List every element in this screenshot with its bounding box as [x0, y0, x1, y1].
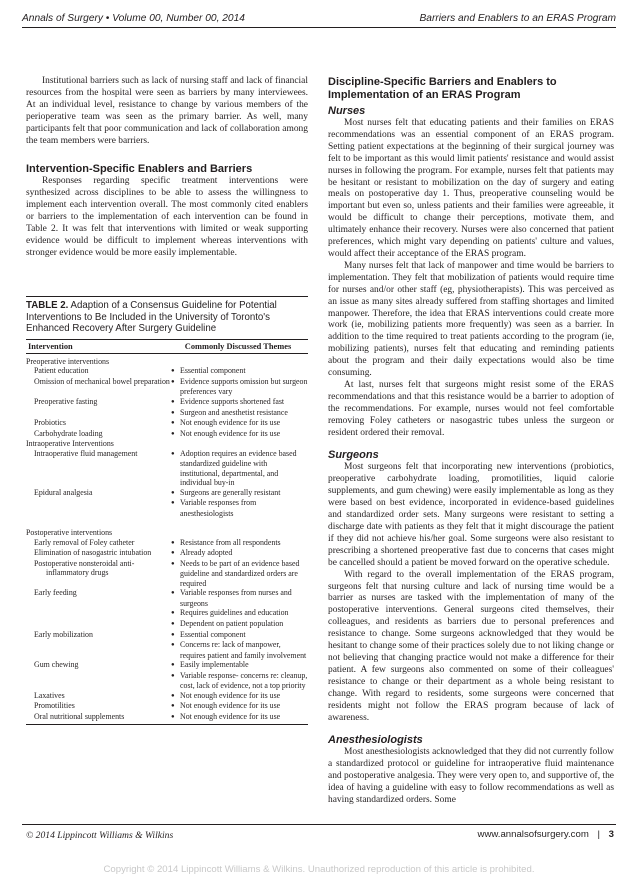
table-row	[26, 588, 308, 629]
footer-rule	[22, 824, 616, 825]
paragraph-surgeons-2: With regard to the overall implementation of the ERAS program, surgeons felt that nursing culture and lack of nursing time would be a barrier as nurses are tasked with the implementation of many of the postoperative interventions. General surgeons cited themselves, their colleagues, and residents as barriers due to personal preferences and resistance to change. Some surgeons acknowledged that they would be hesitant to change some of their practices solely due to not liking change or not believing that changing practice would not make a difference for their patient. A few surgeons also commented on some of their colleagues' resistance to change or their department as a whole being resistant to change. With regard to residents, some surgeons were concerned that residents might not follow the ERAS program because of lack of awareness.	[328, 569, 614, 723]
table-row	[26, 691, 308, 702]
themes-cell	[171, 548, 308, 559]
theme-bullet-item: ● Not enough evidence for its use	[171, 701, 308, 712]
theme-bullet-item: ● Resistance from all respondents	[171, 538, 308, 549]
footer-copyright: © 2014 Lippincott Williams & Wilkins	[26, 830, 174, 841]
table-row	[26, 397, 308, 418]
running-title: Barriers and Enablers to an ERAS Program	[419, 13, 616, 24]
table-label: TABLE 2.	[26, 300, 69, 311]
themes-cell	[171, 397, 308, 418]
themes-cell	[171, 660, 308, 691]
copyright-watermark: Copyright © 2014 Lippincott Williams & Wilkins. Unauthorized reproduction of this article is prohibited.	[103, 864, 535, 875]
table-row	[26, 630, 308, 661]
table-caption	[26, 297, 308, 335]
table-bottom-rule	[26, 724, 308, 725]
table-header-row	[26, 339, 308, 354]
theme-bullet-item: ● Needs to be part of an evidence based guideline and standardized orders are required	[171, 559, 308, 589]
theme-bullet-item: ● Essential component	[171, 366, 308, 377]
theme-bullet-item: ● Concerns re: lack of manpower, requires patient and family involvement	[171, 640, 308, 660]
paragraph-institutional-barriers: Institutional barriers such as lack of nursing staff and lack of financial resources from the hospital were seen as barriers by many interviewees. At an individual level, resistance to change by various members of the perioperative team was seen as the primary barrier. As well, many participants felt that poor communication and lack of collaboration among the team members were barriers.	[26, 76, 308, 146]
table-row	[26, 418, 308, 429]
theme-bullet-item: ● Adoption requires an evidence based standardized guideline with institutional, departmental, and individual buy-in	[171, 449, 308, 488]
header-rule	[22, 27, 616, 28]
themes-cell	[171, 377, 308, 397]
heading-intervention-specific: Intervention-Specific Enablers and Barriers	[26, 163, 253, 176]
heading-discipline-specific: Discipline-Specific Barriers and Enablers to Implementation of an ERAS Program	[328, 76, 557, 101]
theme-bullet-item: ● Surgeon and anesthetist resistance	[171, 408, 308, 419]
intervention-cell: Laxatives	[34, 690, 65, 700]
table-section-label: Postoperative interventions	[26, 528, 113, 538]
intervention-cell: Probiotics	[34, 418, 67, 428]
themes-cell	[171, 418, 308, 429]
right-column	[328, 76, 614, 807]
paragraph-nurses-1: Most nurses felt that educating patients and their families on ERAS recommendations was an essential component of an ERAS program. Setting patient expectations at the beginning of their surgical journey was felt to be important as this would limit patients' resistance and would assist nurses in following the program. For example, nurses felt that patients may be hesitant or resistant to mobilization on the day of surgery and eating meals on postoperative day 1. Thus, preoperative counseling would be important but even so, unless patients and their families were agreeable, it would be difficult to change their perceptions, motivate them, and ultimately enhance their recovery. Nurses were also concerned that patient preferences, which might vary depending on patients' culture and values, would affect their acceptance of the ERAS program.	[328, 118, 614, 259]
theme-bullet-item: ● Variable response- concerns re: cleanup, cost, lack of evidence, not a top priority	[171, 671, 308, 691]
intervention-cell: Patient education	[34, 366, 89, 376]
table-row	[26, 377, 308, 397]
theme-bullet-item: ● Evidence supports shortened fast	[171, 397, 308, 408]
table-row	[26, 559, 308, 589]
table-caption-text: Adaption of a Consensus Guideline for Potential Interventions to Be Included in the University of Toronto's Enhanced Recovery After Surgery Guideline	[26, 300, 277, 335]
subheading-nurses: Nurses	[328, 105, 366, 117]
table-row	[26, 548, 308, 559]
themes-cell	[171, 357, 308, 367]
intervention-cell: Omission of mechanical bowel preparation	[34, 376, 170, 386]
table-section-row	[26, 528, 308, 538]
table-row	[26, 538, 308, 549]
table-row	[26, 488, 308, 519]
subheading-anesthesiologists: Anesthesiologists	[328, 734, 423, 747]
paragraph-nurses-3: At last, nurses felt that surgeons might resist some of the ERAS recommendations and that this resistance would be a barrier to adoption of the recommendations. For example, nurses would not feel comfortable removing Foley catheters or nasogastric tubes unless the surgeon or resident ordered their removal.	[328, 379, 614, 438]
themes-cell	[171, 488, 308, 519]
footer-separator: |	[597, 829, 600, 840]
theme-bullet-item: ● Not enough evidence for its use	[171, 691, 308, 702]
intervention-cell: Early feeding	[34, 588, 77, 598]
themes-cell	[171, 559, 308, 589]
theme-bullet-item: ● Not enough evidence for its use	[171, 712, 308, 723]
table-section-label: Intraoperative Interventions	[26, 439, 114, 449]
themes-cell	[171, 691, 308, 702]
subheading-surgeons: Surgeons	[328, 449, 379, 462]
intervention-cell: Carbohydrate loading	[34, 428, 103, 438]
table-section-label: Preoperative interventions	[26, 356, 110, 366]
theme-bullet-item: ● Evidence supports omission but surgeon preferences vary	[171, 377, 308, 397]
intervention-cell: Intraoperative fluid management	[34, 448, 138, 458]
left-column	[26, 76, 308, 260]
table-row	[26, 660, 308, 691]
page-number: 3	[608, 829, 614, 840]
intervention-cell: Gum chewing	[34, 660, 79, 670]
theme-bullet-item: ● Not enough evidence for its use	[171, 429, 308, 440]
table-row	[26, 429, 308, 440]
theme-bullet-item: ● Essential component	[171, 630, 308, 641]
table-row	[26, 366, 308, 377]
theme-bullet-item: ● Requires guidelines and education	[171, 608, 308, 619]
table-2	[26, 296, 308, 725]
themes-cell	[171, 701, 308, 712]
intervention-cell: Oral nutritional supplements	[34, 711, 125, 721]
column-header-intervention: Intervention	[28, 341, 73, 351]
themes-cell	[171, 588, 308, 629]
theme-bullet-item: ● Easily implementable	[171, 660, 308, 671]
table-row	[26, 712, 308, 723]
theme-bullet-item: ● Already adopted	[171, 548, 308, 559]
intervention-cell: Early mobilization	[34, 629, 93, 639]
column-header-themes: Commonly Discussed Themes	[184, 341, 292, 351]
theme-bullet-item: ● Dependent on patient population	[171, 619, 308, 630]
intervention-cell: Elimination of nasogastric intubation	[34, 548, 152, 558]
themes-cell	[171, 538, 308, 549]
themes-cell	[171, 366, 308, 377]
paragraph-surgeons-1: Most surgeons felt that incorporating new interventions (probiotics, preoperative carbohydrate loading, promotilities, liquid calorie supplements, and gum chewing) were easily implementable as long as they were based on best evidence, incorporated in evidence-based guidelines and standardized order sets. Many surgeons were resistant to setting a discharge date with patients as they felt that it might discourage the patient if they did not achieve his/her goal. Some surgeons were also resistant to prescribing a shortened preoperative fast due to concerns that cases might be cancelled should a patient be moved forward on the operative schedule.	[328, 462, 614, 568]
table-section-row	[26, 357, 308, 367]
themes-cell	[171, 439, 308, 449]
running-header	[22, 6, 616, 26]
themes-cell	[171, 528, 308, 538]
journal-citation: Annals of Surgery • Volume 00, Number 00, 2014	[22, 13, 245, 24]
table-row	[26, 701, 308, 712]
paragraph-intervention: Responses regarding specific treatment interventions were synthesized across disciplines to be able to assess the willingness to implement each intervention overall. The most commonly cited enablers or barriers to the implementation of each intervention can be found in Table 2. It was felt that interventions with limited or weak supporting evidence would be difficult to implement whereas interventions with stronger evidence would be more easily implementable.	[26, 176, 308, 258]
themes-cell	[171, 449, 308, 488]
intervention-cell: Epidural analgesia	[34, 487, 93, 497]
intervention-cell: Postoperative nonsteroidal anti-inflammatory drugs	[34, 558, 135, 578]
table-row	[26, 449, 308, 488]
table-spacer	[26, 519, 308, 529]
table-body	[26, 354, 308, 723]
paragraph-anesthesiologists-1: Most anesthesiologists acknowledged that they did not currently follow a standardized protocol or guideline for intraoperative fluid maintenance and postoperative analgesia. They were very open to, and supportive of, the idea of having a guideline with easy to follow recommendations as well as having standardized orders. Some	[328, 747, 614, 806]
paragraph-nurses-2: Many nurses felt that lack of manpower and time would be barriers to implementation. They felt that mobilization of patients would require time for nurses and/or other staff (eg, physiotherapists). This was perceived as an issue as many sites already suffered from staffing shortages and limited manpower. Therefore, the idea that ERAS interventions could create more work (ie, mobilizing patients more frequently) was seen as a barrier. In addition to the time required to treat patients according to the program (ie, mobilizing patients), nurses felt that educating and reminding patients about the program and their daily expectations would also be time consuming.	[328, 260, 614, 379]
intervention-cell: Early removal of Foley catheter	[34, 537, 135, 547]
footer-right	[478, 829, 614, 840]
themes-cell	[171, 630, 308, 661]
intervention-cell: Promotilities	[34, 701, 75, 711]
footer-website[interactable]: www.annalsofsurgery.com	[477, 829, 589, 840]
table-section-row	[26, 439, 308, 449]
theme-bullet-item: ● Variable responses from nurses and surgeons	[171, 588, 308, 608]
themes-cell	[171, 712, 308, 723]
themes-cell	[171, 429, 308, 440]
theme-bullet-item: ● Surgeons are generally resistant	[171, 488, 308, 499]
theme-bullet-item: ● Variable responses from anesthesiologists	[171, 498, 308, 518]
theme-bullet-item: ● Not enough evidence for its use	[171, 418, 308, 429]
intervention-cell: Preoperative fasting	[34, 396, 98, 406]
